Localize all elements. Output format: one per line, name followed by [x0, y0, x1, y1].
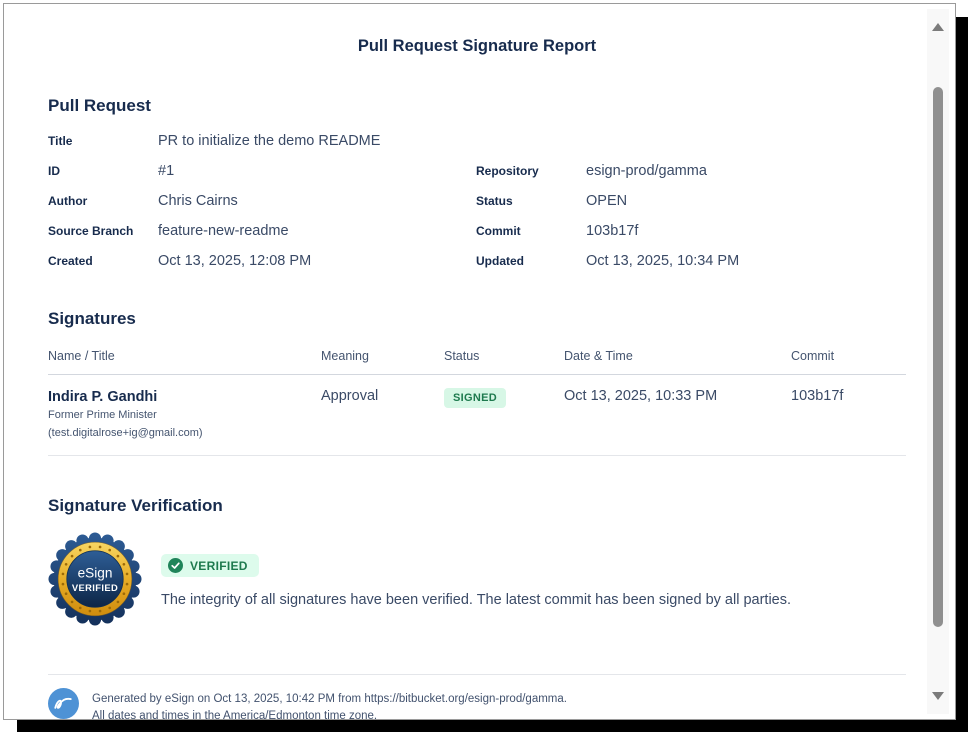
report-content	[48, 37, 906, 725]
check-circle-icon	[168, 558, 183, 573]
esign-logo-icon	[48, 688, 79, 719]
column-header-status: Status	[444, 341, 564, 375]
column-header-date-time: Date & Time	[564, 341, 791, 375]
field-value-source-branch: feature-new-readme	[158, 223, 289, 239]
report-footer	[48, 688, 906, 725]
field-label-author: Author	[48, 194, 88, 208]
status-cell	[444, 375, 564, 456]
footer-divider	[48, 674, 906, 675]
scrollbar-down-arrow-icon[interactable]	[932, 692, 944, 700]
field-value-created: Oct 13, 2025, 12:08 PM	[158, 253, 312, 269]
vertical-scrollbar[interactable]	[927, 9, 949, 714]
verification-heading: Signature Verification	[48, 496, 223, 515]
field-label-commit: Commit	[476, 224, 521, 238]
meaning-cell: Approval	[321, 375, 444, 456]
report-window	[3, 3, 956, 720]
pull-request-heading: Pull Request	[48, 96, 151, 115]
footer-line-generated: Generated by eSign on Oct 13, 2025, 10:42 PM from https://bitbucket.org/esign-prod/gamma.	[92, 693, 567, 705]
seal-text-verified: VERIFIED	[71, 582, 119, 594]
verified-pill-label: VERIFIED	[190, 558, 248, 573]
signatures-heading: Signatures	[48, 309, 136, 328]
pull-request-fields	[48, 126, 906, 276]
verification-message: The integrity of all signatures have been verified. The latest commit has been signed by all parties.	[161, 592, 792, 608]
seal-text-esign: eSign	[77, 565, 113, 581]
field-label-repository: Repository	[476, 164, 539, 178]
field-value-id: #1	[158, 163, 175, 179]
column-header-commit: Commit	[791, 341, 906, 375]
field-value-updated: Oct 13, 2025, 10:34 PM	[586, 253, 740, 269]
verified-pill	[161, 554, 259, 577]
verification-block	[48, 532, 906, 626]
field-value-commit: 103b17f	[586, 223, 639, 239]
field-label-status: Status	[476, 194, 513, 208]
commit-cell: 103b17f	[791, 375, 906, 456]
datetime-cell: Oct 13, 2025, 10:33 PM	[564, 375, 791, 456]
field-label-created: Created	[48, 254, 93, 268]
table-row	[48, 375, 906, 456]
footer-text	[92, 688, 567, 725]
field-value-author: Chris Cairns	[158, 193, 238, 209]
verification-details	[161, 532, 791, 608]
field-label-title: Title	[48, 134, 73, 148]
footer-line-timezone: All dates and times in the America/Edmonton time zone.	[92, 710, 378, 722]
field-value-title: PR to initialize the demo README	[158, 133, 381, 149]
scrollbar-thumb[interactable]	[933, 87, 943, 627]
field-label-updated: Updated	[476, 254, 524, 268]
signer-email: (test.digitalrose+ig@gmail.com)	[48, 426, 203, 439]
status-badge: SIGNED	[444, 388, 506, 408]
table-header-row	[48, 341, 906, 375]
signer-cell	[48, 375, 321, 456]
field-value-status: OPEN	[586, 193, 628, 209]
signer-name: Indira P. Gandhi	[48, 389, 158, 405]
column-header-meaning: Meaning	[321, 341, 444, 375]
field-label-source-branch: Source Branch	[48, 224, 134, 238]
signatures-table	[48, 341, 906, 456]
field-value-repository: esign-prod/gamma	[586, 163, 707, 179]
signer-title: Former Prime Minister	[48, 409, 157, 421]
page-title: Pull Request Signature Report	[357, 37, 597, 55]
esign-verified-seal-icon	[48, 532, 142, 626]
scrollbar-up-arrow-icon[interactable]	[932, 23, 944, 31]
field-label-id: ID	[48, 164, 60, 178]
column-header-name-title: Name / Title	[48, 341, 321, 375]
